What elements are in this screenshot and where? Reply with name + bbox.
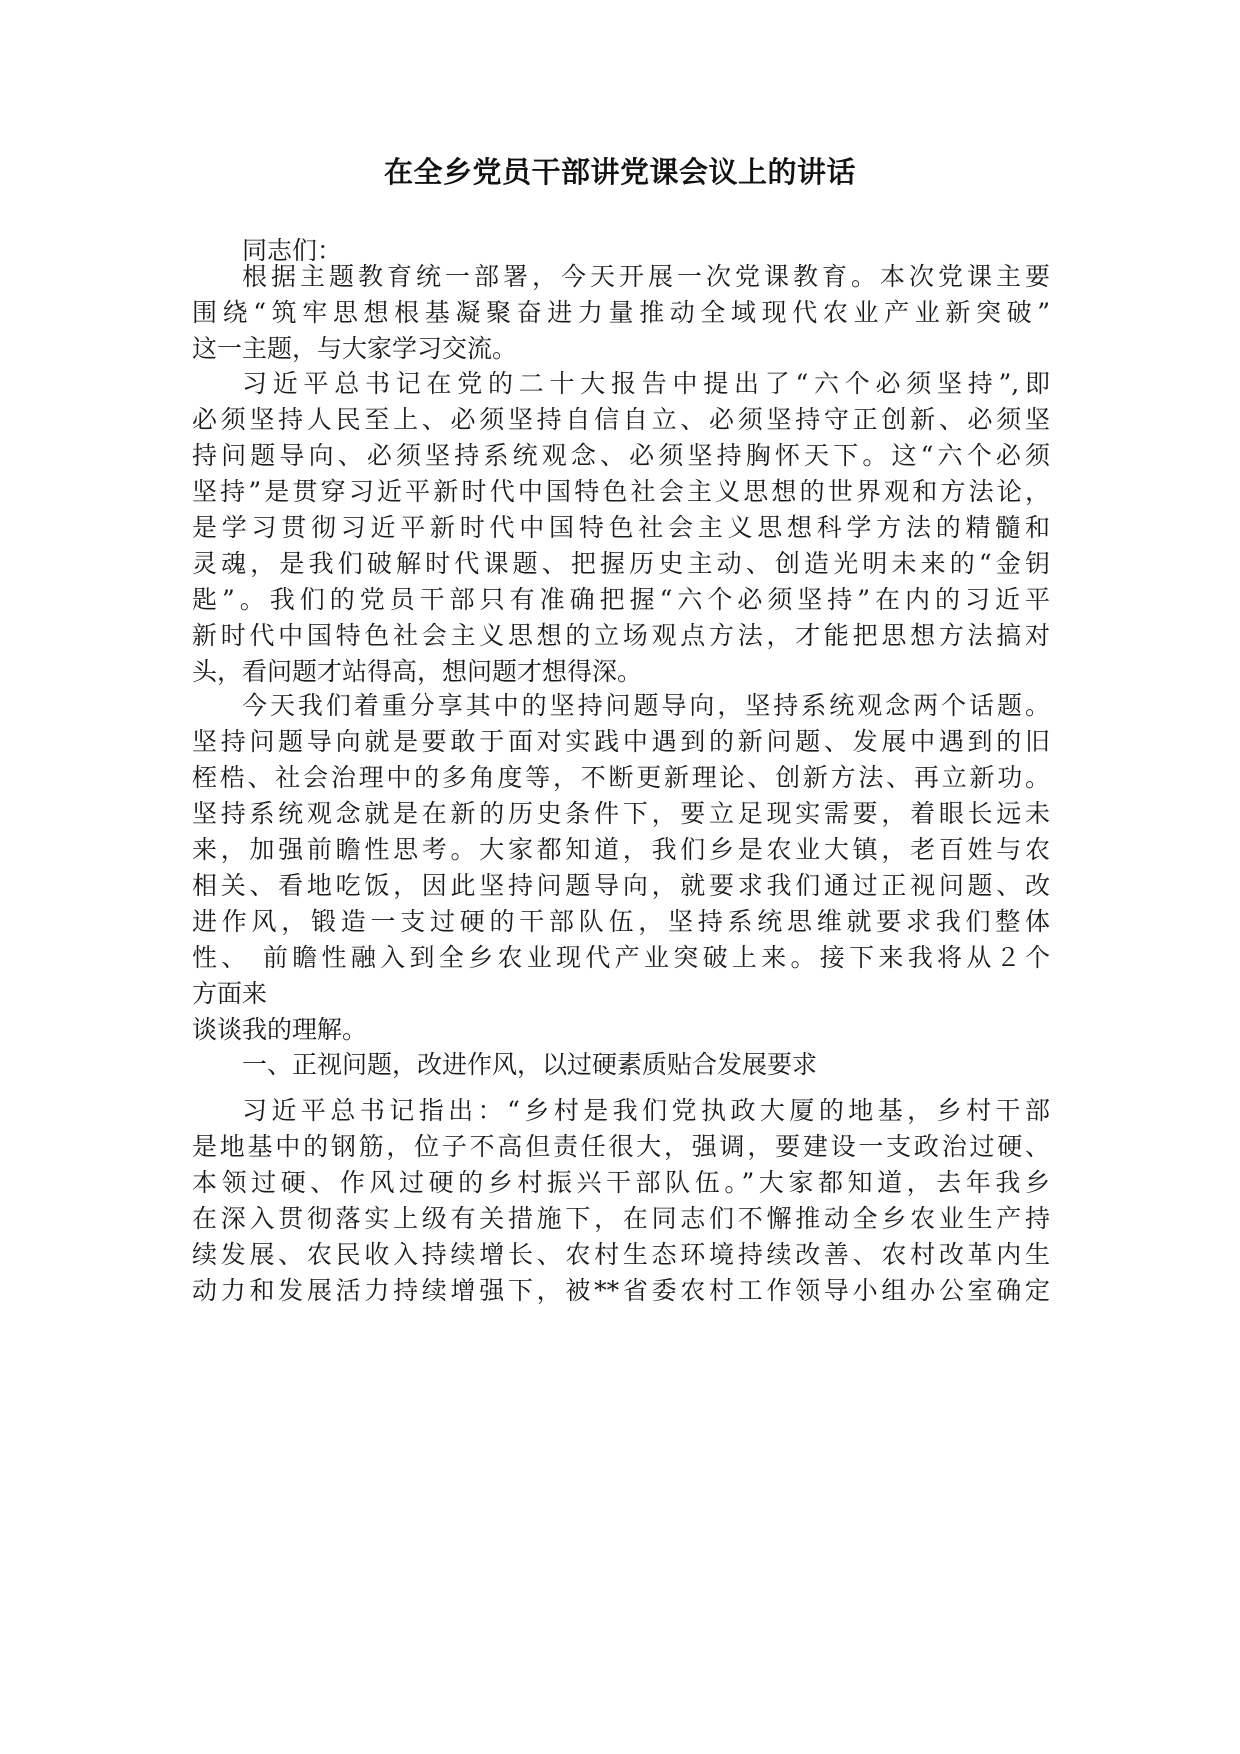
paragraph-line: 进作风，锻造一支过硬的干部队伍，坚持系统思维就要求我们整体 xyxy=(192,907,1050,936)
paragraph-line: 持问题导向、必须坚持系统观念、必须坚持胸怀天下。这“六个必须 xyxy=(192,441,1050,470)
paragraph-line: 新时代中国特色社会主义思想的立场观点方法，才能把思想方法搞对 xyxy=(192,621,1050,650)
paragraph-line: 续发展、农民收入持续增长、农村生态环境持续改善、农村改革内生 xyxy=(192,1240,1050,1269)
paragraph-line: 是地基中的钢筋，位子不高但责任很大，强调，要建设一支政治过硬、 xyxy=(192,1132,1050,1161)
paragraph-line: 桎梏、社会治理中的多角度等，不断更新理论、创新方法、再立新功。 xyxy=(192,763,1050,792)
paragraph-line: 这一主题，与大家学习交流。 xyxy=(192,334,518,363)
paragraph-line: 相关、看地吃饭，因此坚持问题导向，就要求我们通过正视问题、改 xyxy=(192,871,1050,900)
paragraph-line: 方面来 xyxy=(192,979,268,1008)
paragraph-line: 是学习贯彻习近平新时代中国特色社会主义思想科学方法的精髓和 xyxy=(192,513,1050,542)
paragraph-line: 必须坚持人民至上、必须坚持自信自立、必须坚持守正创新、必须坚 xyxy=(192,405,1050,434)
paragraph-3 xyxy=(192,688,1050,1048)
salutation-line: 同志们： xyxy=(242,236,343,265)
paragraph-1 xyxy=(192,259,1050,367)
paragraph-line: 本领过硬、作风过硬的乡村振兴干部队伍。”大家都知道，去年我乡 xyxy=(192,1168,1050,1197)
paragraph-line: 头，看问题才站得高，想问题才想得深。 xyxy=(192,657,643,686)
paragraph-line: 今天我们着重分享其中的坚持问题导向，坚持系统观念两个话题。 xyxy=(242,691,1050,720)
document-title: 在全乡党员干部讲党课会议上的讲话 xyxy=(383,155,856,189)
paragraph-line: 灵魂，是我们破解时代课题、把握历史主动、创造光明未来的“金钥 xyxy=(192,549,1050,578)
paragraph-2 xyxy=(192,366,1050,690)
paragraph-line: 匙”。我们的党员干部只有准确把握“六个必须坚持”在内的习近平 xyxy=(192,585,1050,614)
paragraph-line: 性、 前瞻性融入到全乡农业现代产业突破上来。接下来我将从２个 xyxy=(192,943,1050,972)
section-heading-1 xyxy=(192,1047,1050,1083)
paragraph-4 xyxy=(192,1093,1050,1309)
paragraph-line: 谈谈我的理解。 xyxy=(192,1015,368,1044)
paragraph-line: 来，加强前瞻性思考。大家都知道，我们乡是农业大镇，老百姓与农 xyxy=(192,835,1050,864)
paragraph-line: 坚持系统观念就是在新的历史条件下，要立足现实需要，着眼长远未 xyxy=(192,799,1050,828)
paragraph-line: 习近平总书记在党的二十大报告中提出了“六个必须坚持”,即 xyxy=(242,369,1050,398)
paragraph-line: 动力和发展活力持续增强下，被**省委农村工作领导小组办公室确定 xyxy=(192,1276,1050,1305)
paragraph-line: 习近平总书记指出：“乡村是我们党执政大厦的地基，乡村干部 xyxy=(242,1096,1050,1125)
paragraph-line: 围绕“筑牢思想根基凝聚奋进力量推动全域现代农业产业新突破” xyxy=(192,298,1050,327)
section-heading-line: 一、正视问题，改进作风，以过硬素质贴合发展要求 xyxy=(242,1050,818,1079)
paragraph-line: 坚持”是贯穿习近平新时代中国特色社会主义思想的世界观和方法论， xyxy=(192,477,1050,506)
paragraph-line: 根据主题教育统一部署，今天开展一次党课教育。本次党课主要 xyxy=(242,262,1050,291)
paragraph-line: 坚持问题导向就是要敢于面对实践中遇到的新问题、发展中遇到的旧 xyxy=(192,727,1050,756)
paragraph-line: 在深入贯彻落实上级有关措施下，在同志们不懈推动全乡农业生产持 xyxy=(192,1204,1050,1233)
